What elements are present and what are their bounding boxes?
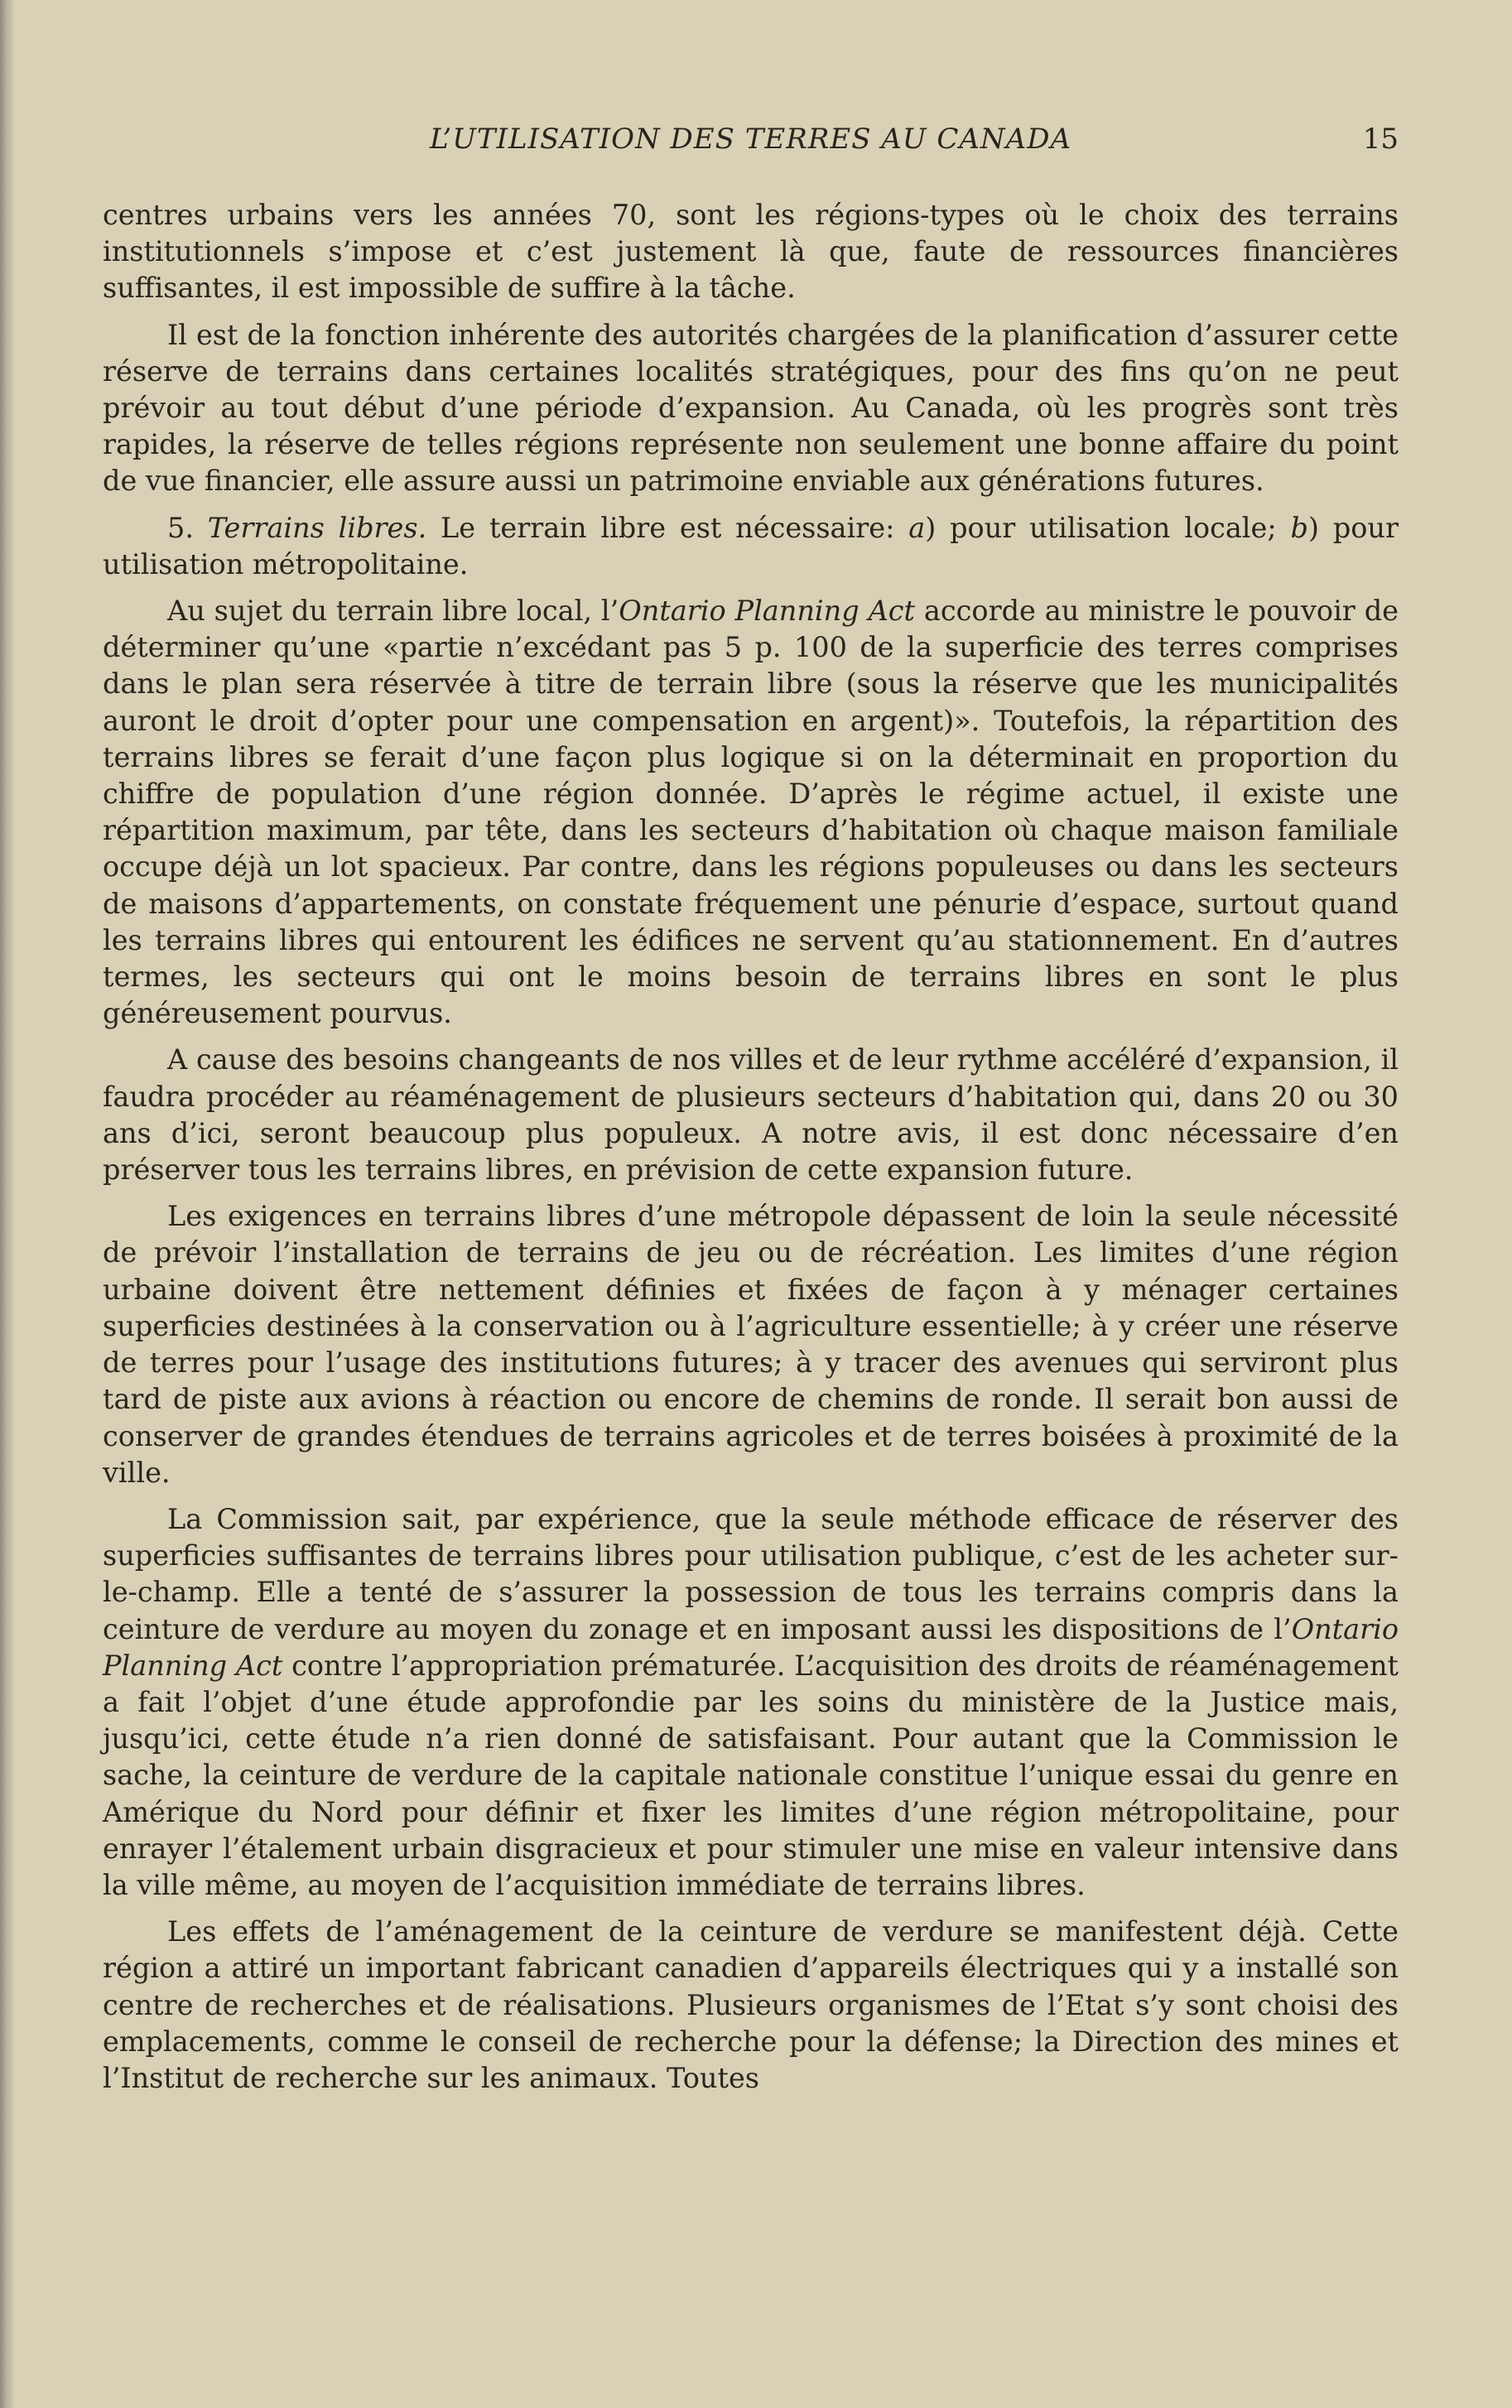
paragraph: La Commission sait, par expérience, que la seule méthode efficace de réserver des superficies suffisantes de terrains libres pour utilisation publique, c’est de les acheter sur-le-champ. Elle a tenté de s’assurer la possession de tous les terrains compris dans la ceinture de verdure au moyen du zonage et en imposant aussi les dispositions de l’Ontario Planning Act contre l’appropriation prématurée. L’acquisition des droits de réaménagement a fait l’objet d’une étude approfondie par les soins du ministère de la Justice mais, jusqu’ici, cette étude n’a rien donné de satisfaisant. Pour autant que la Commission le sache, la ceinture de verdure de la capitale nationale constitue l’unique essai du genre en Amérique du Nord pour définir et fixer les limites d’une région métropolitaine, pour enrayer l’étalement urbain disgracieux et pour stimuler une mise en valeur intensive dans la ville même, au moyen de l’acquisition immédiate de terrains libres.: [103, 1502, 1399, 1901]
running-title: L’UTILISATION DES TERRES AU CANADA: [429, 123, 1072, 156]
page-number: 15: [1362, 123, 1399, 156]
act-title: Ontario Planning Act: [619, 595, 915, 628]
paragraph: Il est de la fonction inhérente des autorités chargées de la planification d’assurer cette réserve de terrains dans certaines localités stratégiques, pour des fins qu’on ne peut prévoir au tout début d’une période d’expansion. Au Canada, où les progrès sont très rapides, la réserve de telles régions représente non seulement une bonne affaire du point de vue financier, elle assure aussi un patrimoine enviable aux générations futures.: [103, 318, 1399, 498]
paragraph: A cause des besoins changeants de nos villes et de leur rythme accéléré d’expansion, il faudra procéder au réaménagement de plusieurs secteurs d’habitation qui, dans 20 ou 30 ans d’ici, seront beaucoup plus populeux. A notre avis, il est donc nécessaire d’en préserver tous les terrains libres, en prévision de cette expansion future.: [103, 1043, 1399, 1187]
paragraph-section-5: 5. Terrains libres. Le terrain libre est nécessaire: a) pour utilisation locale; b) pour utilisation métropolitaine.: [103, 511, 1399, 580]
section-heading: Terrains libres.: [207, 511, 427, 544]
paragraph: Les effets de l’aménagement de la ceinture de verdure se manifestent déjà. Cette région a attiré un important fabricant canadien d’appareils électriques qui y a installé son centre de recherches et de réalisations. Plusieurs organismes de l’Etat s’y sont choisi des emplacements, comme le conseil de recherche pour la défense; la Direction des mines et l’Institut de recherche sur les animaux. Toutes: [103, 1915, 1399, 2094]
running-head: [103, 123, 1399, 162]
body-text: [103, 197, 1399, 2107]
page-binding-edge: [0, 0, 15, 2408]
paragraph: Au sujet du terrain libre local, l’Ontario Planning Act accorde au ministre le pouvoir de déterminer qu’une «partie n’excédant pas 5 p. 100 de la superficie des terres comprises dans le plan sera réservée à titre de terrain libre (sous la réserve que les municipalités auront le droit d’opter pour une compensation en argent)». Toutefois, la répartition des terrains libres se ferait d’une façon plus logique si on la déterminait en proportion du chiffre de population d’une région donnée. D’après le régime actuel, il existe une répartition maximum, par tête, dans les secteurs d’habitation où chaque maison familiale occupe déjà un lot spacieux. Par contre, dans les régions populeuses ou dans les secteurs de maisons d’appartements, on constate fréquement une pénurie d’espace, surtout quand les terrains libres qui entourent les édifices ne servent qu’au stationnement. En d’autres termes, les secteurs qui ont le moins besoin de terrains libres en sont le plus généreusement pourvus.: [103, 595, 1399, 1030]
paragraph-continued: centres urbains vers les années 70, sont les régions-types où le choix des terrains institutionnels s’impose et c’est justement là que, faute de ressources financières suffisantes, il est impossible de suffire à la tâche.: [103, 199, 1399, 305]
act-title: Ontario Planning Act: [103, 1612, 1399, 1682]
paragraph: Les exigences en terrains libres d’une métropole dépassent de loin la seule nécessité de prévoir l’installation de terrains de jeu ou de récréation. Les limites d’une région urbaine doivent être nettement définies et fixées de façon à y ménager certaines superficies destinées à la conservation ou à l’agriculture essentielle; à y créer une réserve de terres pour l’usage des institutions futures; à y tracer des avenues qui serviront plus tard de piste aux avions à réaction ou encore de chemins de ronde. Il serait bon aussi de conserver de grandes étendues de terrains agricoles et de terres boisées à proximité de la ville.: [103, 1200, 1399, 1489]
